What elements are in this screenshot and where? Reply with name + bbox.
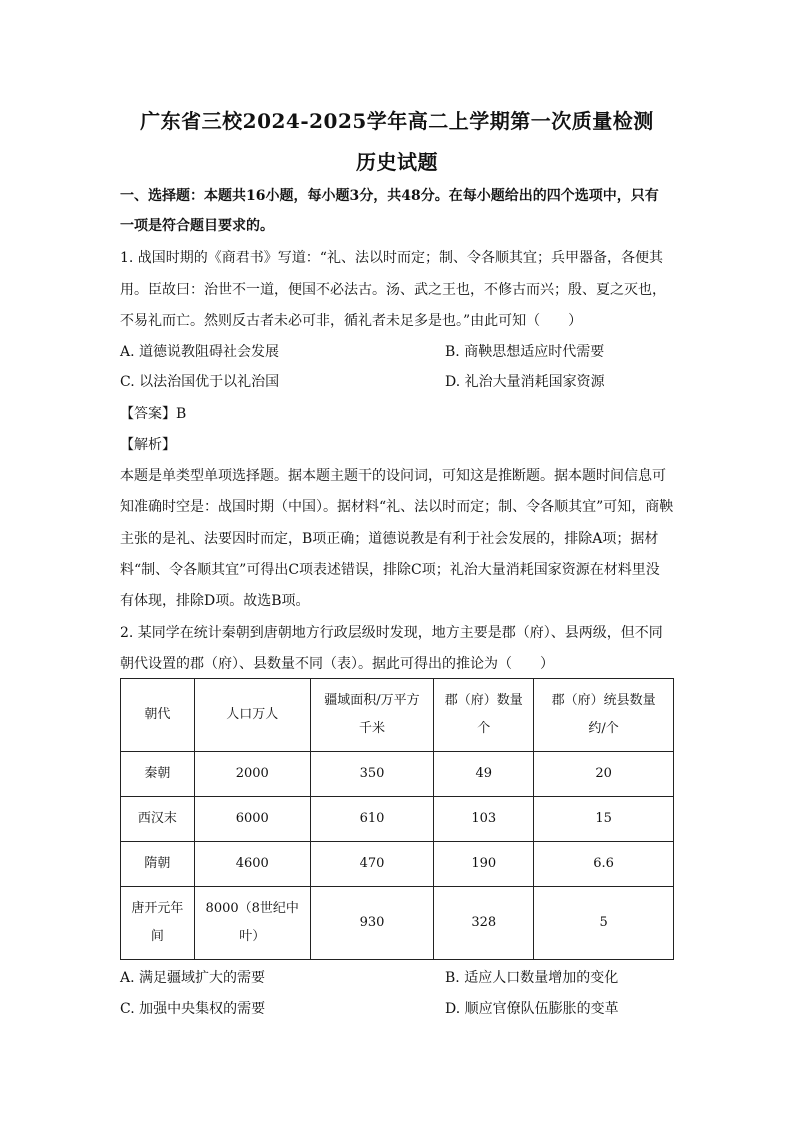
header-prefectures: [434, 679, 534, 752]
header-area-text-1: 疆域面积/万平方: [324, 693, 420, 708]
q2-stem-line-2: 朝代设置的郡（府）、县数量不同（表）。据此可得出的推论为（ ）: [120, 656, 554, 672]
q1-stem-line-2: 用。臣故曰：治世不一道，便国不必法古。汤、武之王也，不修古而兴；殷、夏之灭也，: [120, 282, 666, 298]
q1-analysis-line-1: 本题是单类型单项选择题。据本题主题干的设问词，可知这是推断题。据本题时间信息可: [120, 468, 666, 484]
cell-prefectures: 49: [434, 752, 534, 797]
cell-dynasty: 隋朝: [121, 842, 195, 887]
cell-prefectures: 190: [434, 842, 534, 887]
section-instructions-line-1: 一、选择题：本题共16小题，每小题3分，共48分。在每小题给出的四个选项中，只有: [120, 188, 659, 204]
cell-counties: 5: [534, 887, 674, 960]
cell-dynasty-text-1: 唐开元年: [131, 901, 184, 916]
section-instructions-line-2: 一项是符合题目要求的。: [120, 218, 274, 234]
table-row: [121, 797, 674, 842]
table-row: [121, 752, 674, 797]
q1-analysis-line-5: 有体现，排除D项。故选B项。: [120, 593, 310, 609]
header-prefectures-text-1: 郡（府）数量: [444, 693, 523, 708]
q1-analysis-line-4: 料“制、令各顺其宜”可得出C项表述错误，排除C项；礼治大量消耗国家资源在材料里没: [120, 562, 660, 578]
cell-population-text-2: 叶）: [239, 929, 266, 944]
cell-population: 2000: [194, 752, 310, 797]
table-row: [121, 842, 674, 887]
exam-subject-title: 历史试题: [356, 150, 438, 174]
q1-option-a: A. 道德说教阻碍社会发展: [120, 344, 280, 360]
cell-dynasty: 秦朝: [121, 752, 195, 797]
q1-analysis-label: 【解析】: [120, 437, 176, 453]
header-population-text: 人口万人: [226, 707, 279, 722]
q1-stem-line-1: 1. 战国时期的《商君书》写道：“礼、法以时而定；制、令各顺其宜；兵甲器备，各便其: [120, 250, 663, 266]
cell-area: 470: [310, 842, 434, 887]
cell-dynasty-text-2: 间: [150, 929, 164, 944]
cell-area: 350: [310, 752, 434, 797]
header-counties: [534, 679, 674, 752]
q2-option-d: D. 顺应官僚队伍膨胀的变革: [445, 1001, 619, 1017]
q2-data-table: [120, 678, 674, 960]
header-area: [310, 679, 434, 752]
q1-option-d: D. 礼治大量消耗国家资源: [445, 374, 605, 390]
header-area-text-2: 千米: [358, 721, 385, 736]
header-counties-text-1: 郡（府）统县数量: [551, 693, 656, 708]
cell-counties: 6.6: [534, 842, 674, 887]
cell-population: 6000: [194, 797, 310, 842]
q1-analysis-line-2: 知准确时空是：战国时期（中国）。据材料“礼、法以时而定；制、令各顺其宜”可知，商鞅: [120, 499, 674, 515]
header-prefectures-text-2: 个: [477, 721, 491, 736]
q1-stem-line-3: 不易礼而亡。然则反古者未必可非，循礼者未足多是也。”由此可知（ ）: [120, 313, 583, 329]
q1-analysis-line-3: 主张的是礼、法要因时而定，B项正确；道德说教是有利于社会发展的，排除A项；据材: [120, 531, 659, 547]
q2-stem-line-1: 2. 某同学在统计秦朝到唐朝地方行政层级时发现，地方主要是郡（府）、县两级，但不同: [120, 625, 663, 641]
cell-population-text-1: 8000（8世纪中: [205, 901, 299, 916]
cell-dynasty: [121, 887, 195, 960]
cell-counties: 15: [534, 797, 674, 842]
cell-counties: 20: [534, 752, 674, 797]
q2-option-a: A. 满足疆域扩大的需要: [120, 970, 266, 986]
table-header-row: [121, 679, 674, 752]
cell-prefectures: 103: [434, 797, 534, 842]
cell-area: 930: [310, 887, 434, 960]
header-population: [194, 679, 310, 752]
cell-dynasty: 西汉末: [121, 797, 195, 842]
cell-population: [194, 887, 310, 960]
exam-title: 广东省三校2024-2025学年高二上学期第一次质量检测: [140, 109, 654, 133]
header-dynasty-text: 朝代: [144, 707, 171, 722]
q1-answer: 【答案】B: [120, 406, 187, 422]
q1-option-b: B. 商鞅思想适应时代需要: [445, 344, 605, 360]
header-counties-text-2: 约/个: [588, 721, 619, 736]
table-row: [121, 887, 674, 960]
cell-prefectures: 328: [434, 887, 534, 960]
header-dynasty: [121, 679, 195, 752]
cell-population: 4600: [194, 842, 310, 887]
q2-option-c: C. 加强中央集权的需要: [120, 1001, 266, 1017]
q1-option-c: C. 以法治国优于以礼治国: [120, 374, 280, 390]
q2-option-b: B. 适应人口数量增加的变化: [445, 970, 619, 986]
cell-area: 610: [310, 797, 434, 842]
